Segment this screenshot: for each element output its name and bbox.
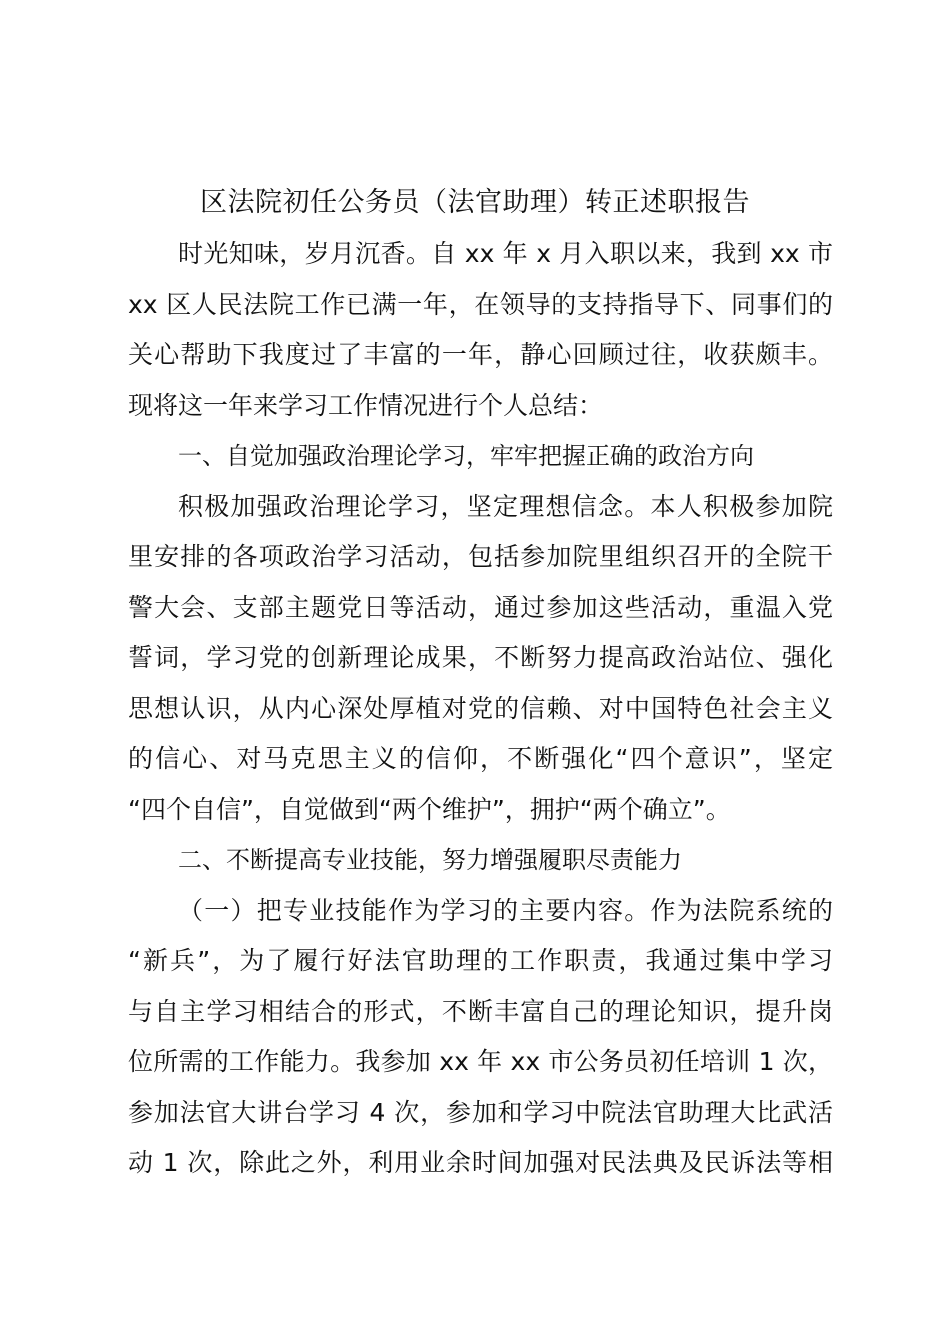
section-1-line-4: 誓词，学习党的创新理论成果，不断努力提高政治站位、强化 (128, 643, 833, 672)
section-2-line-1: （一）把专业技能作为学习的主要内容。作为法院系统的 (178, 896, 833, 925)
section-2-line-6: 动 1 次，除此之外，利用业余时间加强对民法典及民诉法等相 (128, 1148, 833, 1177)
section-1-line-6: 的信心、对马克思主义的信仰，不断强化“四个意识”，坚定 (128, 744, 833, 773)
intro-line-3: 关心帮助下我度过了丰富的一年，静心回顾过往，收获颇丰。 (128, 340, 833, 369)
section-2-line-3: 与自主学习相结合的形式，不断丰富自己的理论知识，提升岗 (128, 997, 833, 1026)
intro-line-1: 时光知味，岁月沉香。自 xx 年 x 月入职以来，我到 xx 市 (178, 239, 833, 268)
document-title: 区法院初任公务员（法官助理）转正述职报告 (200, 187, 750, 218)
section-1-line-5: 思想认识，从内心深处厚植对党的信赖、对中国特色社会主义 (128, 694, 833, 723)
section-2-line-2: “新兵”，为了履行好法官助理的工作职责，我通过集中学习 (128, 946, 833, 975)
section-2-line-4: 位所需的工作能力。我参加 xx 年 xx 市公务员初任培训 1 次， (128, 1047, 833, 1076)
section-1-heading: 一、自觉加强政治理论学习，牢牢把握正确的政治方向 (178, 442, 754, 470)
intro-line-2: xx 区人民法院工作已满一年，在领导的支持指导下、同事们的 (128, 290, 833, 319)
intro-line-4: 现将这一年来学习工作情况进行个人总结： (128, 391, 604, 420)
section-1-line-1: 积极加强政治理论学习，坚定理想信念。本人积极参加院 (178, 492, 833, 521)
section-1-line-2: 里安排的各项政治学习活动，包括参加院里组织召开的全院干 (128, 542, 833, 571)
section-1-line-3: 警大会、支部主题党日等活动，通过参加这些活动，重温入党 (128, 593, 833, 622)
section-2-heading: 二、不断提高专业技能，努力增强履职尽责能力 (178, 846, 682, 874)
section-1-line-7: “四个自信”，自觉做到“两个维护”，拥护“两个确立”。 (128, 795, 731, 824)
section-2-line-5: 参加法官大讲台学习 4 次，参加和学习中院法官助理大比武活 (128, 1098, 833, 1127)
